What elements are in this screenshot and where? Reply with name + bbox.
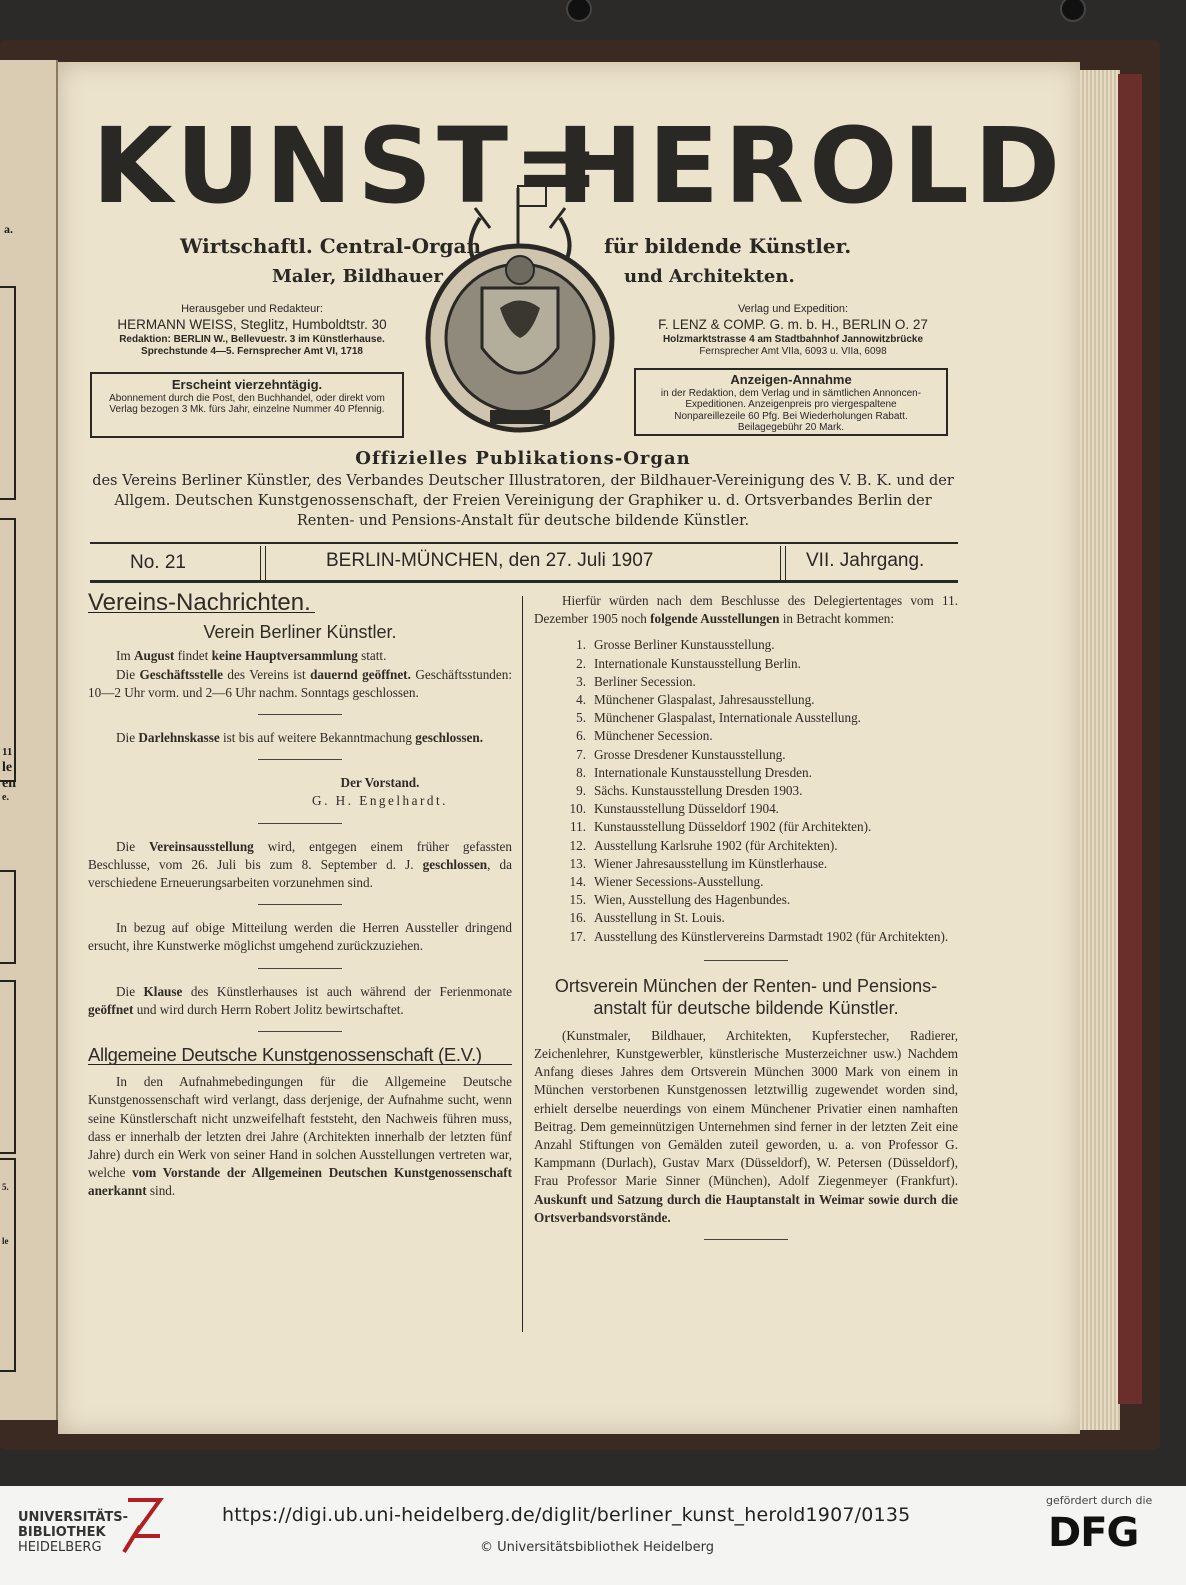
left-column	[88, 589, 513, 1201]
left-page-fragment: en	[2, 776, 16, 791]
copyright: © Universitätsbibliothek Heidelberg	[480, 1540, 715, 1555]
publisher-left-hours: Sprechstunde 4—5. Fernsprecher Amt VI, 1718	[141, 346, 363, 357]
list-item: 8. Internationale Kunstausstellung Dresden.	[576, 764, 812, 780]
issue-number: No. 21	[130, 552, 186, 573]
list-item: 4. Münchener Glaspalast, Jahresausstellung.	[576, 692, 815, 708]
ads-text: in der Redaktion, dem Verlag und in sämtlichen Annoncen-Expeditionen. Anzeigenpreis pro viergespaltene Nonpareillezeile 60 Pfg. Bei Wiederholungen Rabatt. Beilagegebühr 20 Mark.	[660, 387, 922, 434]
association-emblem-icon	[420, 178, 620, 448]
publisher-left-label: Herausgeber und Redakteur:	[181, 303, 323, 315]
list-item: 2. Internationale Kunstausstellung Berlin.	[576, 655, 801, 671]
left-page-fragment: 11	[2, 746, 13, 758]
ads-box	[634, 368, 948, 436]
divider	[90, 580, 958, 583]
publisher-left-address: Redaktion: BERLIN W., Bellevuestr. 3 im Künstlerhause.	[119, 334, 385, 345]
list-item: 15. Wien, Ausstellung des Hagenbundes.	[569, 892, 791, 908]
library-logo-icon	[120, 1496, 164, 1556]
publisher-left-name: HERMANN WEISS, Steglitz, Humboldtstr. 30	[117, 317, 387, 332]
library-name: UNIVERSITÄTS- BIBLIOTHEK HEIDELBERG	[18, 1510, 128, 1555]
publisher-right-phone: Fernsprecher Amt VIIa, 6093 u. VIIa, 6098	[699, 346, 887, 357]
publisher-right-address: Holzmarktstrasse 4 am Stadtbahnhof Jannowitzbrücke	[662, 334, 924, 345]
left-page-fragment: le	[2, 760, 13, 775]
issue-volume: VII. Jahrgang.	[806, 550, 925, 571]
right-column	[534, 592, 958, 1254]
list-item: 16. Ausstellung in St. Louis.	[569, 910, 725, 926]
list-item: 14. Wiener Secessions-Ausstellung.	[569, 874, 764, 890]
left-page-fragment: le	[2, 1236, 9, 1246]
exhibition-list	[534, 636, 958, 945]
subtitle-right-1: für bildende Künstler.	[604, 234, 852, 258]
page-url-link[interactable]: https://digi.ub.uni-heidelberg.de/diglit/berliner_kunst_herold1907/0135	[222, 1504, 911, 1526]
subscription-box	[90, 372, 404, 438]
paragraph: Im August findet keine Hauptversammlung statt.	[116, 648, 387, 664]
left-page-fragment: e.	[2, 792, 9, 803]
section-heading: Ortsverein München der Renten- und Pensions-anstalt für deutsche bildende Künstler.	[554, 975, 938, 1018]
signature-name: G. H. Engelhardt.	[312, 793, 448, 809]
section-subheading: Verein Berliner Künstler.	[203, 622, 397, 643]
paragraph: Die Vereinsausstellung wird, entgegen einem früher gefassten Beschlusse, vom 26. Juli bis zum 8. September d. J. geschlossen, da verschiedene Erneuerungsarbeiten vorzunehmen sind.	[88, 838, 513, 891]
book-clip-right	[1060, 0, 1086, 22]
dfg-logo-icon: DFG	[1048, 1510, 1139, 1556]
masthead-kunst: KUNST=	[92, 105, 606, 227]
subtitle-left-1: Wirtschaftl. Central-Organ	[180, 234, 482, 258]
book-cover-edge	[1118, 74, 1142, 1404]
previous-page-edge	[0, 60, 58, 1420]
paragraph: Die Klause des Künstlerhauses ist auch während der Ferienmonate geöffnet und wird durch Herrn Robert Jolitz bewirtschaftet.	[88, 983, 512, 1017]
list-item: 13. Wiener Jahresausstellung im Künstlerhause.	[569, 855, 828, 871]
paragraph: Die Geschäftsstelle des Vereins ist dauernd geöffnet. Geschäftsstunden: 10—2 Uhr vorm. und 2—6 Uhr nachm. Sonntags geschlossen.	[88, 666, 512, 700]
signature-title: Der Vorstand.	[340, 775, 420, 791]
book-clip-left	[566, 0, 592, 22]
ads-title: Anzeigen-Annahme	[730, 372, 852, 387]
official-text: des Vereins Berliner Künstler, des Verbandes Deutscher Illustratoren, der Bildhauer-Vereinigung des V. B. K. und der Allgem. Deutschen Kunstgenossenschaft, der Freien Vereinigung der Graphiker u. d. Ortsverbandes Berlin der Renten- und Pensions-Anstalt für deutsche bildende Künstler.	[92, 473, 954, 529]
subtitle-right-2: und Architekten.	[624, 266, 795, 287]
column-divider	[522, 596, 523, 1332]
list-item: 6. Münchener Secession.	[576, 728, 713, 744]
paragraph: Die Darlehnskasse ist bis auf weitere Bekanntmachung geschlossen.	[116, 730, 484, 746]
left-page-fragment: a.	[4, 222, 13, 236]
section-heading-2: Allgemeine Deutsche Kunstgenossenschaft (E.V.)	[88, 1046, 512, 1065]
official-organ	[88, 448, 958, 531]
section-heading: Vereins-Nachrichten.	[88, 594, 315, 613]
issue-bar	[90, 546, 958, 582]
issue-date: BERLIN-MÜNCHEN, den 27. Juli 1907	[326, 550, 654, 571]
publisher-right-label: Verlag und Expedition:	[737, 303, 849, 315]
list-item: 10. Kunstausstellung Düsseldorf 1904.	[569, 801, 779, 817]
divider	[90, 542, 958, 544]
paragraph: In den Aufnahmebedingungen für die Allgemeine Deutsche Kunstgenossenschaft wird verlangt, dass derjenige, der Aufnahme sucht, wenn seine Künstlerschaft nicht unzweifelhaft feststeht, den Nachweis führen muss, dass er innerhalb der letzten drei Jahre (Architekten innerhalb der letzten fünf Jahre) durch ein Werk von seiner Hand in solchen Ausstellungen vertreten war, welche vom Vorstande der Allgemeinen Deutschen Kunstgenossenschaft anerkannt sind.	[88, 1074, 513, 1199]
funding-label: gefördert durch die	[1046, 1494, 1153, 1507]
list-item: 11. Kunstausstellung Düsseldorf 1902 (für Architekten).	[570, 819, 872, 835]
subtitle-left-2: Maler, Bildhauer	[272, 266, 443, 287]
list-item: 12. Ausstellung Karlsruhe 1902 (für Architekten).	[569, 837, 838, 853]
left-page-fragment: 5.	[2, 1182, 9, 1192]
list-item: 17. Ausstellung des Künstlervereins Darmstadt 1902 (für Architekten).	[569, 928, 949, 944]
paragraph: Hierfür würden nach dem Beschlusse des Delegiertentages vom 11. Dezember 1905 noch folgende Ausstellungen in Betracht kommen:	[534, 593, 958, 627]
list-item: 9. Sächs. Kunstausstellung Dresden 1903.	[576, 783, 803, 799]
publisher-right-name: F. LENZ & COMP. G. m. b. H., BERLIN O. 27	[658, 317, 928, 332]
masthead-herold: HEROLD	[556, 105, 1066, 227]
list-item: 1. Grosse Berliner Kunstausstellung.	[576, 637, 775, 653]
subscription-text: Abonnement durch die Post, den Buchhandel, oder direkt vom Verlag bezogen 3 Mk. fürs Jahr, einzelne Nummer 40 Pfennig.	[109, 392, 385, 416]
viewer-footer	[0, 1486, 1186, 1585]
subscription-title: Erscheint vierzehntägig.	[171, 377, 323, 392]
list-item: 7. Grosse Dresdener Kunstausstellung.	[576, 746, 786, 762]
list-item: 3. Berliner Secession.	[576, 673, 696, 689]
official-title: Offizielles Publikations-Organ	[355, 448, 691, 469]
page-stack-edge	[1080, 70, 1120, 1430]
paragraph: In bezug auf obige Mitteilung werden die Herren Aussteller dringend ersucht, ihre Kunstwerke möglichst umgehend zurückzuziehen.	[88, 920, 512, 954]
paragraph: (Kunstmaler, Bildhauer, Architekten, Kupferstecher, Radierer, Zeichenlehrer, Kunstgewerbler, künstlerische Musterzeichner usw.) Nachdem Anfang dieses Jahres dem Ortsverein München 3000 Mark von einem in München verstorbenen Kunstgenossen letztwillig zugewendet worden sind, erhielt derselbe neuerdings von einem Münchener Privatier einen namhaften Beitrag. Dem gemeinnützigen Unternehmen sind ferner in der letzten Zeit eine Anzahl Stiftungen von Gemälden zuteil geworden, u. a. von Professor G. Kampmann (Durlach), Gustav Marx (Düsseldorf), W. Petersen (Düsseldorf), Frau Professor Marie Sinner (München), Adolf Ziegenmeyer (Frankfurt). Auskunft und Satzung durch die Hauptanstalt in Weimar sowie durch die Ortsverbandsvorstände.	[534, 1027, 958, 1225]
list-item: 5. Münchener Glaspalast, Internationale Ausstellung.	[576, 710, 861, 726]
